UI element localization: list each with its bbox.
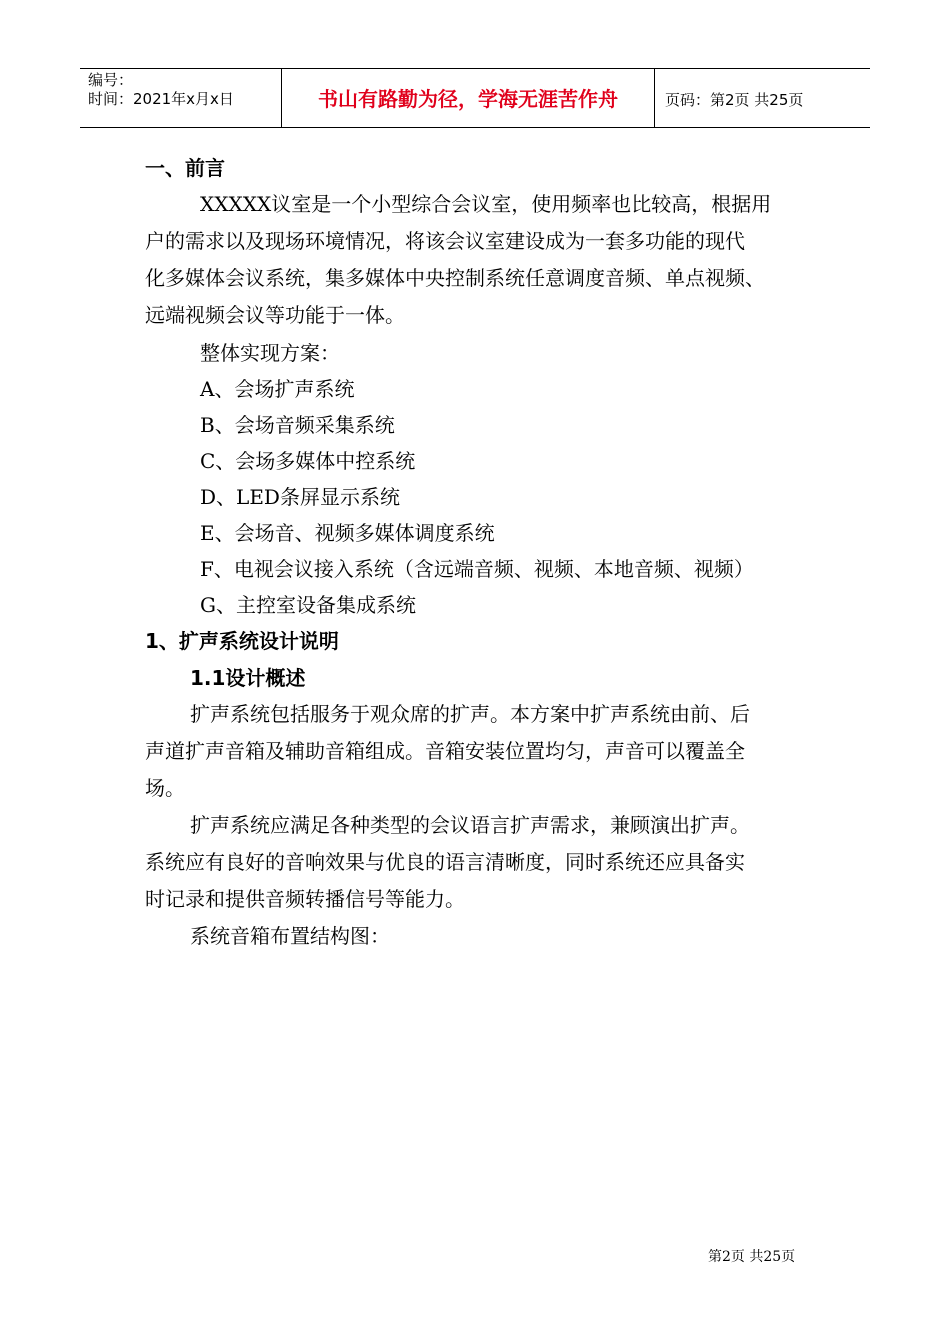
- list-item: F、电视会议接入系统（含远端音频、视频、本地音频、视频）: [200, 557, 754, 581]
- paragraph-line: 系统应有良好的音响效果与优良的语言清晰度，同时系统还应具备实: [145, 850, 745, 874]
- header-time: 时间：2021年x月x日: [88, 90, 234, 108]
- list-item: D、LED条屏显示系统: [200, 485, 400, 509]
- header-motto: 书山有路勤为径，学海无涯苦作舟: [318, 87, 618, 111]
- list-item: A、会场扩声系统: [200, 377, 355, 401]
- section-heading-1: 1、扩声系统设计说明: [145, 629, 339, 653]
- paragraph-line: 远端视频会议等功能于一体。: [145, 303, 405, 327]
- list-item: C、会场多媒体中控系统: [200, 449, 416, 473]
- header-number: 编号：: [88, 71, 134, 89]
- paragraph-line: 户的需求以及现场环境情况，将该会议室建设成为一套多功能的现代: [145, 229, 745, 253]
- diagram-caption: 系统音箱布置结构图：: [190, 924, 390, 948]
- section-heading-preface: 一、前言: [145, 156, 225, 180]
- paragraph-line: XXXXX议室是一个小型综合会议室，使用频率也比较高，根据用: [200, 192, 772, 216]
- paragraph-line: 扩声系统包括服务于观众席的扩声。本方案中扩声系统由前、后: [190, 702, 750, 726]
- plan-intro: 整体实现方案：: [200, 341, 340, 365]
- paragraph-line: 场。: [145, 776, 185, 800]
- page-footer: 第2页 共25页: [708, 1249, 796, 1265]
- header-page-number: 页码：第2页 共25页: [665, 91, 804, 109]
- page-header: [80, 68, 870, 128]
- paragraph-line: 声道扩声音箱及辅助音箱组成。音箱安装位置均匀，声音可以覆盖全: [145, 739, 745, 763]
- header-divider: [654, 69, 655, 128]
- subsection-heading-1-1: 1.1设计概述: [190, 666, 306, 690]
- list-item: G、主控室设备集成系统: [200, 593, 416, 617]
- paragraph-line: 化多媒体会议系统，集多媒体中央控制系统任意调度音频、单点视频、: [145, 266, 765, 290]
- paragraph-line: 时记录和提供音频转播信号等能力。: [145, 887, 465, 911]
- list-item: E、会场音、视频多媒体调度系统: [200, 521, 495, 545]
- header-meta: [88, 71, 234, 109]
- paragraph-line: 扩声系统应满足各种类型的会议语言扩声需求，兼顾演出扩声。: [190, 813, 750, 837]
- list-item: B、会场音频采集系统: [200, 413, 395, 437]
